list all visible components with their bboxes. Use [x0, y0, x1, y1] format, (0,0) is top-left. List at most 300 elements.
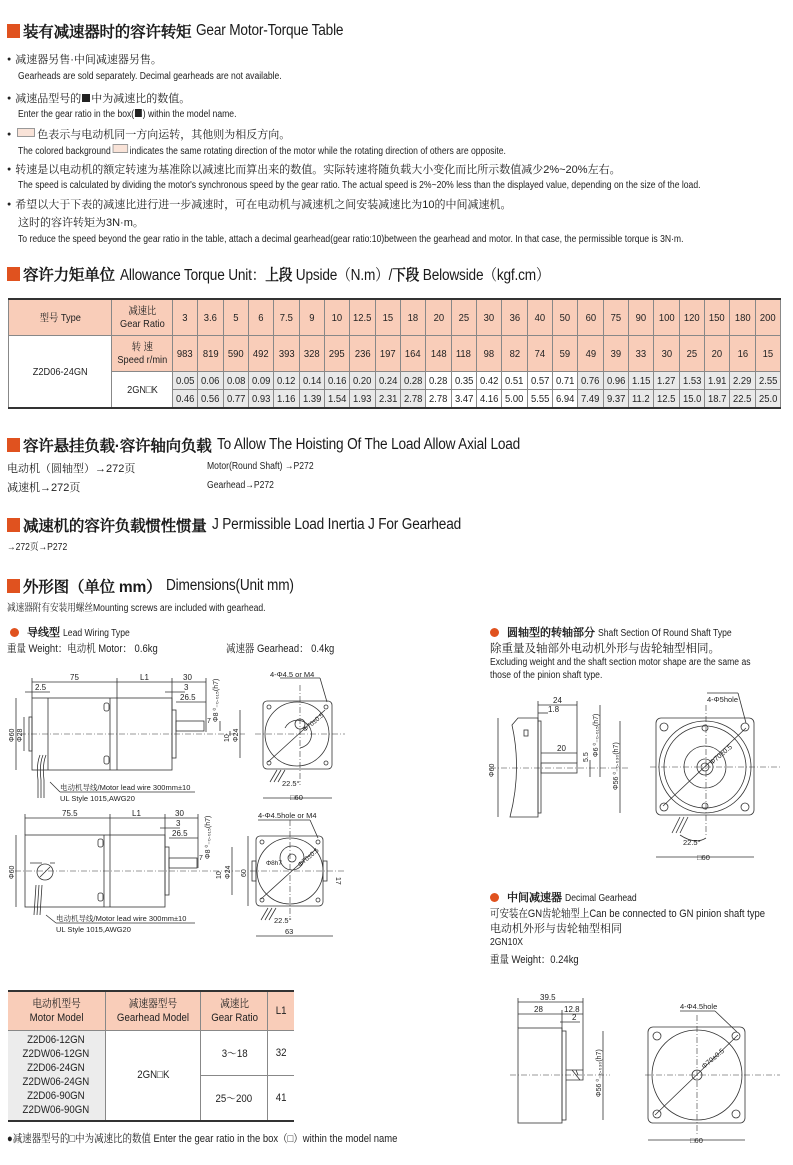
gear-ratio-cell-value: 180 [734, 311, 751, 324]
speed-cell [426, 336, 451, 372]
torque-kgfcm-cell-value: 0.56 [201, 392, 220, 405]
torque-nm-cell [274, 372, 299, 390]
motor-ref-cn: 电动机（圆轴型）→272页 [7, 463, 136, 475]
gear-ratio-cell [350, 299, 375, 336]
gear-ratio-cell-value: 50 [559, 311, 571, 324]
speed-cell-value: 492 [253, 347, 270, 360]
type-header-text: 型号 Type [39, 312, 81, 324]
gear-ratio-cell-value: 120 [683, 311, 700, 324]
speed-cell-value: 983 [177, 347, 194, 360]
torque-nm-cell [730, 372, 755, 390]
round-shaft-desc-en2 [490, 669, 621, 681]
motor-model: Z2D06-24GN [27, 1062, 86, 1075]
torque-nm-cell-value: 0.24 [378, 374, 397, 387]
gear-ratio-cell [603, 299, 628, 336]
decimal-model-text: 2GN10X [490, 937, 523, 948]
torque-nm-cell [451, 372, 476, 390]
speed-header-en: Speed r/min [117, 353, 167, 366]
speed-cell-value: 164 [405, 347, 421, 360]
lead-wiring-cn: 导线型 [27, 627, 60, 639]
dim-phi24: Φ24 [225, 865, 232, 879]
inertia-ref [7, 538, 77, 553]
torque-nm-cell-value: 0.16 [327, 374, 347, 387]
torque-nm-cell-value: 1.27 [657, 374, 676, 387]
gear-ratio-cell [502, 299, 527, 336]
gear-ratio-header [112, 299, 173, 336]
dim-3: 3 [176, 819, 181, 828]
dim-28: 28 [534, 1005, 543, 1014]
section-title-cn: 减速机的容许负载惯性惯量 [23, 518, 207, 535]
round-shaft-en: Shaft Section Of Round Shaft Type [597, 628, 732, 639]
speed-cell-value: 236 [354, 347, 371, 360]
speed-cell-value: 15 [762, 347, 774, 360]
note-1-en-text: Gearheads are sold separately. Decimal gearheads are not available. [18, 71, 282, 82]
torque-kgfcm-cell-value: 15.0 [682, 392, 701, 405]
torque-kgfcm-cell [223, 390, 248, 409]
note-3-en-post: indicates the same rotating direction of the motor while the rotating direction of others are opposite. [129, 146, 506, 157]
gear-ratio-cell [173, 299, 198, 336]
torque-nm-cell [248, 372, 273, 390]
torque-kgfcm-cell-value: 7.49 [581, 392, 600, 405]
footnote [7, 1130, 461, 1146]
speed-cell-value: 118 [456, 347, 472, 360]
dim-phi6: Φ6 ⁰₋₀.₀₁₅(h7) [593, 713, 600, 757]
gear-ratio-cell [704, 299, 729, 336]
section-marker-icon [7, 267, 20, 281]
speed-cell-value: 74 [534, 347, 546, 360]
torque-nm-cell-value: 0.06 [201, 374, 220, 387]
torque-kgfcm-cell [274, 390, 299, 409]
header-gearhead-model-cn: 减速器型号 [128, 998, 178, 1010]
round-shaft-desc-cn: 除重量及轴部外电动机外形与齿轮轴型相同。 [490, 643, 720, 655]
pcd-label: Φ70±0.5 [296, 847, 321, 869]
speed-cell [578, 336, 603, 372]
motor-model-header-row [8, 991, 294, 1031]
torque-kgfcm-cell [730, 390, 755, 409]
weight-motor [7, 640, 182, 656]
torque-nm-cell [324, 372, 349, 390]
torque-kgfcm-cell [248, 390, 273, 409]
torque-nm-cell-value: 2.29 [733, 374, 752, 387]
orange-dot-icon [10, 628, 19, 637]
torque-nm-cell [603, 372, 628, 390]
gear-ratio-cell-value: 100 [658, 311, 675, 324]
header-l1 [268, 991, 294, 1031]
decimal-weight [490, 951, 593, 967]
section-title-en: To Allow The Hoisting Of The Load Allow Axial Load [216, 436, 520, 453]
torque-nm-cell-value: 0.71 [555, 374, 575, 387]
gear-ratio-cell-value: 9 [309, 311, 315, 324]
holes-label: 4-Φ5hole [707, 695, 739, 704]
l1-cell [268, 1076, 294, 1121]
speed-cell-value: 197 [379, 347, 396, 360]
gear-ratio-header-cn: 减速比 [128, 304, 156, 317]
dim-2-5: 2.5 [35, 683, 47, 692]
torque-kgfcm-cell-value: 1.16 [277, 392, 296, 405]
torque-kgfcm-cell-value: 0.77 [226, 392, 246, 405]
dim-phi8: Φ8 ⁰₋₀.₀₁₅(h7) [205, 815, 212, 859]
holes-label: 4-Φ4.5 or M4 [270, 670, 315, 679]
decimal-line2: 电动机外形与齿轮轴型相同 [490, 923, 622, 935]
section-marker-icon [7, 438, 20, 452]
speed-cell-value: 82 [509, 347, 520, 360]
round-shaft-desc-en2-text: those of the pinion shaft type. [490, 670, 603, 681]
angle-label: 22.5° [274, 916, 292, 925]
lead-wiring-label [10, 624, 141, 640]
round-shaft-label [490, 624, 753, 640]
gear-ratio-cell-value: 5 [233, 311, 239, 324]
decimal-weight-text: 重量 Weight：0.24kg [490, 954, 579, 966]
note-5-cn: ● 希望以大于下表的减速比进行进一步减速时，可在电动机与减速机之间安装减速比为10的中间减速机。 [7, 196, 511, 212]
decimal-model [490, 936, 528, 948]
gear-ratio-cell [274, 299, 299, 336]
section-title-load-inertia [7, 514, 495, 536]
torque-kgfcm-cell [476, 390, 501, 409]
torque-nm-cell [198, 372, 223, 390]
torque-nm-cell [755, 372, 780, 390]
motor-model-table [8, 990, 294, 1122]
speed-cell-value: 98 [483, 347, 495, 360]
model-cell [9, 336, 112, 409]
section-title-dimensions [7, 575, 312, 597]
torque-kgfcm-cell-value: 1.39 [302, 392, 321, 405]
dim-L1: L1 [140, 673, 149, 682]
note-2-en-post: ) within the model name. [142, 109, 237, 120]
torque-kgfcm-cell [527, 390, 552, 409]
dim-phi28: Φ28 [17, 728, 24, 742]
speed-cell [274, 336, 299, 372]
section-marker-icon [7, 24, 20, 38]
speed-cell-value: 59 [559, 347, 571, 360]
torque-nm-cell [350, 372, 375, 390]
speed-header [112, 336, 173, 372]
section-title-hoisting-load [7, 434, 561, 456]
lead-wiring-en: Lead Wiring Type [62, 628, 130, 639]
speed-cell-value: 25 [686, 347, 697, 360]
dim-26-5: 26.5 [172, 829, 188, 838]
section-title-cn: 容许悬挂负载·容许轴向负载 [23, 438, 212, 455]
gear-ratio-cell-value: 6 [258, 311, 264, 324]
weight-motor-text: 重量 Weight：电动机 Motor： 0.6kg [7, 643, 158, 655]
note-5-cn2: 这时的容许转矩为3N·m。 [18, 217, 144, 229]
header-gearhead-model-text [117, 997, 189, 1025]
torque-kgfcm-cell [173, 390, 198, 409]
speed-cell [476, 336, 501, 372]
header-gear-ratio [201, 991, 268, 1031]
torque-kgfcm-cell-value: 2.78 [403, 392, 423, 405]
gear-ratio-cell-value: 60 [585, 311, 596, 324]
dim-20: 20 [557, 744, 566, 753]
torque-kgfcm-cell [628, 390, 653, 409]
torque-nm-cell [375, 372, 400, 390]
note-2-cn-pre: 减速品型号的 [15, 93, 82, 105]
l1-value: 41 [275, 1091, 287, 1104]
torque-kgfcm-cell [451, 390, 476, 409]
torque-nm-cell-value: 1.53 [682, 374, 701, 387]
gear-ratio-value: 3～18 [221, 1048, 248, 1060]
square-60-label: □60 [690, 1136, 703, 1145]
note-3-en-pre: The colored background [18, 146, 111, 157]
note-4-cn: ● 转速是以电动机的额定转速为基准除以减速比而算出来的数值。实际转速将随负载大小变化而比所示数值减少2%~20%左右。 [7, 161, 621, 177]
dim-7: 7 [199, 855, 203, 862]
gear-ratio-cell [426, 299, 451, 336]
note-5-en [18, 233, 792, 245]
orange-dot-icon [490, 893, 499, 902]
phi8h7-label: Φ8h7 [266, 860, 283, 867]
speed-cell-value: 16 [737, 347, 748, 360]
section-title-cn: 容许力矩单位 [23, 267, 115, 284]
speed-cell [400, 336, 425, 372]
note-1-en [18, 70, 325, 82]
motor-ref-en-text: Motor(Round Shaft) →P272 [207, 461, 314, 472]
note-3-cn-text: 色表示与电动机同一方向运转，其他则为相反方向。 [37, 129, 291, 141]
orange-dot-icon [490, 628, 499, 637]
speed-cell [730, 336, 755, 372]
black-square-icon [135, 109, 142, 117]
speed-cell [679, 336, 704, 372]
torque-nm-cell [476, 372, 501, 390]
speed-cell-value: 39 [610, 347, 621, 360]
gear-ratio-cell [578, 299, 603, 336]
gear-ratio-cell-value: 20 [433, 311, 444, 324]
pcd-label: Φ70±0.5 [708, 743, 734, 767]
torque-kgfcm-cell-value: 2.78 [429, 392, 448, 405]
motor-model: Z2DW06-24GN [22, 1076, 90, 1089]
torque-kgfcm-cell-value: 2.31 [378, 392, 397, 405]
gear-ratio-cell-value: 90 [635, 311, 647, 324]
gear-ratio-cell [527, 299, 552, 336]
torque-kgfcm-cell-value: 6.94 [555, 392, 575, 405]
torque-nm-cell [552, 372, 577, 390]
holes-label: 4-Φ4.5hole or M4 [258, 811, 317, 820]
decimal-line1-text: 可安装在GN齿轮轴型上Can be connected to GN pinion shaft type [490, 908, 765, 920]
dim-10: 10 [224, 734, 231, 742]
gear-ratio-cell-value: 30 [483, 311, 495, 324]
dim-10: 10 [216, 871, 223, 879]
colored-background-swatch-icon [17, 128, 35, 137]
gear-ratio-cell-value: 10 [331, 311, 343, 324]
dim-5-5: 5.5 [583, 752, 590, 762]
gear-ratio-cell [552, 299, 577, 336]
torque-kgfcm-cell-value: 5.00 [505, 392, 524, 405]
gear-ratio-cell [198, 299, 223, 336]
torque-nm-cell-value: 1.91 [707, 374, 727, 387]
header-gearhead-model-en: Gearhead Model [116, 1012, 190, 1024]
speed-cell [248, 336, 273, 372]
dim-63: 63 [285, 927, 294, 936]
torque-nm-cell [527, 372, 552, 390]
header-gearhead-model [105, 991, 201, 1031]
section-marker-icon [7, 518, 20, 532]
gear-ratio-cell [679, 299, 704, 336]
header-motor-model-cn: 电动机型号 [32, 998, 81, 1010]
gear-ratio-cell-value: 7.5 [279, 311, 294, 324]
holes-label: 4-Φ4.5hole [680, 1002, 718, 1011]
gearhead-ref-en [207, 479, 285, 491]
gearhead-name: 2GN□K [126, 383, 158, 396]
header-gear-ratio-cn: 减速比 [219, 998, 249, 1010]
title-belowside-en: Belowside（kgf.cm） [422, 267, 550, 284]
torque-kgfcm-cell [654, 390, 679, 409]
l1-cell [268, 1031, 294, 1076]
motor-model: Z2DW06-90GN [22, 1104, 90, 1117]
decimal-gearhead-label [490, 889, 648, 905]
speed-cell [527, 336, 552, 372]
torque-nm-cell [173, 372, 198, 390]
square-60-label: □60 [290, 793, 303, 802]
footnote-text: ●减速器型号的□中为减速比的数值 Enter the gear ratio in the box（□）within the model name [7, 1133, 398, 1145]
dim-7: 7 [207, 718, 211, 725]
dim-phi60: Φ60 [9, 728, 16, 742]
dim-30: 30 [183, 673, 192, 682]
gear-ratio-cell [400, 299, 425, 336]
section-title-en [120, 263, 549, 285]
torque-kgfcm-cell [704, 390, 729, 409]
torque-nm-cell [426, 372, 451, 390]
torque-nm-cell-value: 0.51 [505, 374, 524, 387]
speed-cell [755, 336, 780, 372]
gear-ratio-cell-value: 36 [509, 311, 520, 324]
note-3-cn [7, 126, 290, 142]
torque-nm-cell-value: 0.57 [530, 374, 549, 387]
torque-nm-cell [400, 372, 425, 390]
speed-cell [451, 336, 476, 372]
torque-kgfcm-cell-value: 0.93 [251, 392, 271, 405]
torque-kgfcm-cell-value: 0.46 [175, 392, 195, 405]
angle-label: 22.5° [683, 838, 701, 847]
torque-kgfcm-cell-value: 1.93 [353, 392, 372, 405]
torque-nm-cell [223, 372, 248, 390]
note-3-en [18, 144, 585, 157]
speed-cell [223, 336, 248, 372]
speed-cell-value: 33 [635, 347, 647, 360]
torque-nm-cell-value: 1.15 [631, 374, 651, 387]
round-shaft-front-view [656, 693, 754, 857]
gear-ratio-header-text [120, 305, 165, 331]
torque-kgfcm-cell-value: 4.16 [479, 392, 499, 405]
torque-kgfcm-cell [502, 390, 527, 409]
speed-cell [704, 336, 729, 372]
gear-ratio-cell [730, 299, 755, 336]
l1-value: 32 [275, 1047, 287, 1059]
speed-cell-value: 49 [585, 347, 596, 360]
torque-kgfcm-cell [198, 390, 223, 409]
torque-nm-row [9, 372, 781, 390]
gear-ratio-cell [755, 299, 780, 336]
gearhead-ref-cn: 减速机→272页 [7, 482, 81, 494]
dim-26-5: 26.5 [180, 693, 196, 702]
note-2-cn [7, 90, 190, 106]
torque-kgfcm-cell [426, 390, 451, 409]
torque-nm-cell [299, 372, 324, 390]
speed-cell-value: 20 [711, 347, 723, 360]
speed-cell [198, 336, 223, 372]
torque-kgfcm-cell-value: 1.54 [327, 392, 347, 405]
speed-cell-value: 328 [303, 347, 320, 360]
section-title-cn: 装有减速器时的容许转矩 [23, 24, 192, 41]
motor-models-list [23, 1033, 90, 1117]
gear-ratio-cell [201, 1031, 268, 1076]
dim-phi24: Φ24 [233, 728, 240, 742]
speed-cell [502, 336, 527, 372]
note-2-en-pre: Enter the gear ratio in the box( [18, 109, 135, 120]
motor-ref-en [207, 460, 331, 472]
round-shaft-desc-en1-text: Excluding weight and the shaft section motor shape are the same as [490, 657, 751, 668]
dim-phi8: Φ8 ⁰₋₀.₀₁₅(h7) [213, 678, 220, 722]
torque-nm-cell [578, 372, 603, 390]
colored-background-swatch-icon [112, 144, 127, 153]
gear-ratio-cell [201, 1076, 268, 1121]
note-2-cn-post: 中为减速比的数值。 [91, 93, 191, 105]
gearhead-model-cell [105, 1031, 201, 1121]
dim-phi56: Φ56 ⁰₋₀.₀₃₀(h7) [613, 742, 620, 790]
note-4-en-text: The speed is calculated by dividing the motor's synchronous speed by the gear ratio. The actual speed is 2%~20% less than the displayed value, depending on the size of the load. [18, 180, 701, 191]
torque-kgfcm-cell [324, 390, 349, 409]
torque-kgfcm-cell-value: 12.5 [657, 392, 676, 405]
dim-39-5: 39.5 [540, 993, 556, 1002]
dim-phi60: Φ60 [9, 865, 16, 879]
type-header [9, 299, 112, 336]
dim-phi60: Φ60 [489, 763, 496, 777]
gear-ratio-cell [451, 299, 476, 336]
section-title-en: Gear Motor-Torque Table [196, 22, 344, 39]
section-marker-icon [7, 579, 20, 593]
header-gear-ratio-en: Gear Ratio [210, 1012, 258, 1024]
torque-nm-cell-value: 0.28 [429, 374, 448, 387]
torque-nm-cell-value: 0.20 [353, 374, 372, 387]
header-motor-model-en: Motor Model [29, 1012, 84, 1024]
gear-ratio-cell [248, 299, 273, 336]
section-title-en: J Permissible Load Inertia J For Gearhead [211, 516, 461, 533]
speed-cell-value: 819 [202, 347, 219, 360]
speed-header-text [117, 341, 167, 367]
lead-wire-spec: UL Style 1015,AWG20 [56, 925, 131, 934]
lead-wire-spec: UL Style 1015,AWG20 [60, 794, 135, 803]
note-1-cn: ● 减速器另售·中间减速器另售。 [7, 51, 162, 67]
mounting-screws-note-text: 减速器附有安装用螺丝Mounting screws are included with gearhead. [7, 603, 266, 614]
lead-wire-label: 电动机导线/Motor lead wire 300mm±10 [56, 914, 187, 923]
header-gear-ratio-text [211, 997, 258, 1025]
speed-cell-value: 393 [278, 347, 295, 360]
dim-3: 3 [184, 683, 189, 692]
gear-ratio-value: 25～200 [215, 1092, 253, 1105]
title-upside-cn: 上段 [265, 267, 292, 284]
torque-nm-cell [502, 372, 527, 390]
header-motor-model-text [29, 997, 83, 1025]
gear-ratio-cell-value: 150 [709, 311, 725, 324]
decimal-gearhead-en: Decimal Gearhead [564, 893, 637, 904]
title-belowside-cn: 下段 [392, 267, 419, 284]
torque-kgfcm-cell [400, 390, 425, 409]
speed-cell-value: 590 [227, 347, 244, 360]
torque-nm-cell-value: 0.96 [606, 374, 625, 387]
gear-ratio-header-en: Gear Ratio [119, 317, 165, 330]
note-5-en-text: To reduce the speed beyond the gear ratio in the table, attach a decimal gearhead(gear ratio:10)between the gearhead and motor. In that case, the permissible torque is 3N·m. [18, 234, 684, 245]
gear-ratio-cell [476, 299, 501, 336]
dim-phi56: Φ56 ⁰₋₀.₀₃₀(h7) [596, 1049, 603, 1097]
torque-nm-cell-value: 0.28 [403, 374, 423, 387]
note-2-en [18, 108, 272, 120]
round-shaft-cn: 圆轴型的转轴部分 [507, 627, 595, 639]
gear-ratio-cell [375, 299, 400, 336]
note-4-en [18, 179, 793, 191]
speed-cell-value: 295 [329, 347, 346, 360]
torque-nm-cell-value: 2.55 [758, 374, 777, 387]
torque-nm-cell [654, 372, 679, 390]
torque-nm-cell-value: 0.76 [581, 374, 600, 387]
gear-ratio-cell [628, 299, 653, 336]
gear-ratio-cell-value: 18 [407, 311, 419, 324]
